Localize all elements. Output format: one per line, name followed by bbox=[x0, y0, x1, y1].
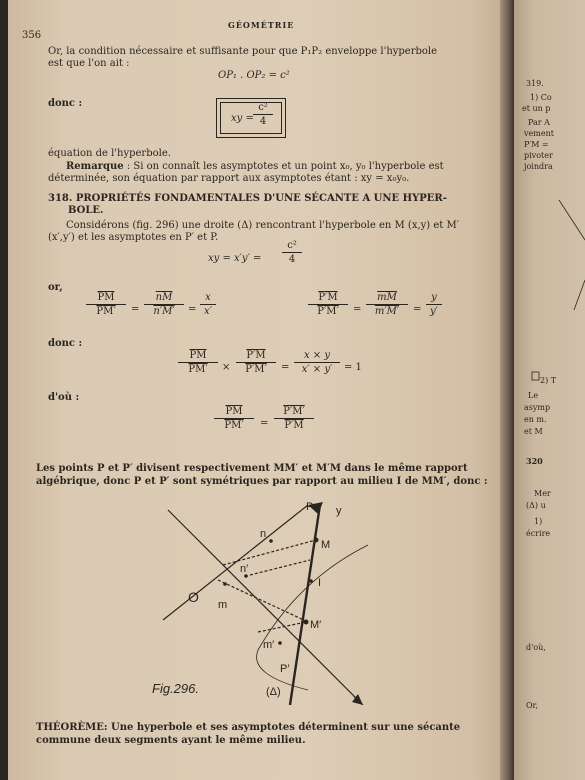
frac-den: m′M′ bbox=[374, 306, 400, 317]
point-m bbox=[223, 582, 227, 586]
frac-den: P′M′ bbox=[245, 364, 267, 375]
point-mp bbox=[278, 641, 282, 645]
frac-num: P′M bbox=[236, 350, 276, 363]
eq-sign: = bbox=[353, 304, 362, 315]
frac-den: P′M bbox=[284, 420, 304, 431]
text-line: déterminée, son équation par rapport aux asymptotes étant : xy = x₀y₀. bbox=[48, 173, 410, 184]
frac-num: y bbox=[426, 292, 442, 305]
text-line: Considérons (fig. 296) une droite (Δ) rencontrant l'hyperbole en M (x,y) et M′ bbox=[66, 220, 459, 231]
frac-den: x′ × y′ bbox=[301, 364, 333, 375]
equation-op: OP₁ . OP₂ = c² bbox=[218, 70, 290, 81]
frac-den: PM′ bbox=[224, 420, 244, 431]
next-text: vement bbox=[524, 129, 554, 138]
eq-sign: = bbox=[260, 418, 269, 429]
donc-label: donc : bbox=[48, 98, 83, 109]
or-label: or, bbox=[48, 282, 63, 293]
donc-label: donc : bbox=[48, 338, 83, 349]
next-page-lines bbox=[514, 0, 585, 780]
text-line: Les points P et P′ divisent respectivement MM′ et M′M dans le même rapport bbox=[36, 463, 468, 474]
label-I: I bbox=[318, 577, 322, 589]
label-m: m bbox=[218, 599, 228, 611]
section-heading: 318. PROPRIÉTÉS FONDAMENTALES D'UNE SÉCANTE A UNE HYPER- bbox=[48, 193, 447, 204]
next-text: 320 bbox=[526, 456, 543, 466]
next-text: et M bbox=[524, 427, 543, 436]
section-heading: BOLE. bbox=[68, 205, 104, 216]
running-head: GÉOMÉTRIE bbox=[228, 20, 295, 30]
remarque-text: : Si on connaît les asymptotes et un point x₀, y₀ l'hyperbole est bbox=[126, 161, 444, 172]
next-page-fragment bbox=[514, 0, 585, 780]
next-text: et un p bbox=[522, 104, 551, 113]
remarque bbox=[66, 161, 444, 172]
label-Mp: M′ bbox=[310, 619, 322, 631]
next-text: Le bbox=[528, 391, 539, 400]
next-text: P′M = bbox=[524, 140, 549, 149]
label-n: n bbox=[260, 528, 267, 540]
theoreme-line bbox=[36, 722, 460, 733]
next-text: 1) bbox=[534, 517, 543, 526]
box-lhs: xy = bbox=[231, 113, 254, 124]
point-I bbox=[309, 579, 313, 583]
label-delta: (Δ) bbox=[266, 686, 281, 698]
next-text: 319. bbox=[526, 79, 544, 88]
label-O: O bbox=[188, 589, 199, 605]
next-text: 2) T bbox=[540, 376, 557, 385]
label-x: x bbox=[353, 693, 359, 705]
next-text: Mer bbox=[534, 489, 551, 498]
frac-den: y′ bbox=[430, 306, 438, 317]
label-mp: m′ bbox=[263, 639, 275, 651]
frac-num: $\overline{mM}$ bbox=[366, 292, 408, 305]
theoreme-label: THÉORÈME: bbox=[36, 722, 108, 733]
point-Mp bbox=[304, 620, 309, 625]
frac-num: P′M bbox=[308, 292, 348, 305]
label-Pp: P′ bbox=[280, 663, 290, 675]
remarque-label: Remarque bbox=[66, 161, 124, 172]
page-number: 356 bbox=[22, 30, 42, 41]
eq2-den: 4 bbox=[288, 254, 296, 265]
dou-label: d'où : bbox=[48, 392, 80, 403]
frac-num: P′M′ bbox=[274, 406, 314, 419]
boxed-equation bbox=[216, 98, 286, 138]
point-M bbox=[314, 538, 319, 543]
label-P: P bbox=[306, 501, 314, 513]
label-y: y bbox=[336, 505, 342, 517]
next-text: d'où, bbox=[526, 643, 546, 652]
next-text: joindra bbox=[524, 162, 553, 171]
frac-num: x × y bbox=[294, 350, 340, 363]
frac-den: P′M′ bbox=[317, 306, 339, 317]
label-np: n′ bbox=[240, 563, 249, 575]
next-text: écrire bbox=[526, 529, 551, 538]
frac-num: $\overline{PM}$ bbox=[86, 292, 126, 305]
eq-one: = 1 bbox=[344, 362, 362, 373]
frac-den: n′M′ bbox=[153, 306, 175, 317]
asymptote-y bbox=[163, 505, 308, 620]
book-spine bbox=[500, 0, 514, 780]
next-text: (Δ) u bbox=[526, 501, 546, 510]
label-M: M bbox=[321, 539, 331, 551]
next-text: en m. bbox=[524, 415, 547, 424]
secant-line bbox=[290, 505, 320, 705]
frac-den: PM′ bbox=[96, 306, 116, 317]
point-n bbox=[269, 539, 273, 543]
next-text: 1) Co bbox=[530, 93, 552, 102]
theoreme-text: Une hyperbole et ses asymptotes déterminent sur une sécante bbox=[111, 722, 461, 733]
equation-lhs: xy = x′y′ = bbox=[208, 253, 262, 264]
frac-num: $\overline{nM}$ bbox=[144, 292, 184, 305]
dashed-np bbox=[250, 560, 310, 575]
geometry-figure bbox=[148, 500, 388, 705]
frac-den: PM′ bbox=[188, 364, 208, 375]
next-text: Or, bbox=[526, 701, 539, 710]
frac-num: x bbox=[200, 292, 216, 305]
dashed-m-Mp bbox=[218, 580, 308, 622]
next-text: Par A bbox=[528, 118, 550, 127]
box-num: c² bbox=[253, 102, 273, 115]
text-line: algébrique, donc P et P′ sont symétriques par rapport au milieu I de MM′, donc : bbox=[36, 476, 488, 487]
book-page bbox=[8, 0, 513, 780]
eq-sign: = bbox=[413, 304, 422, 315]
theoreme-line: commune deux segments ayant le même milieu. bbox=[36, 735, 306, 746]
eq2-num: c² bbox=[282, 240, 302, 253]
next-text: pivoter bbox=[524, 151, 553, 160]
text-line: Or, la condition nécessaire et suffisante pour que P₁P₂ enveloppe l'hyperbole bbox=[48, 46, 438, 57]
eq-sign: = bbox=[188, 304, 197, 315]
box-den: 4 bbox=[259, 116, 267, 127]
frac-num: $\overline{PM}$ bbox=[214, 406, 254, 419]
text-line: est que l'on ait : bbox=[48, 58, 130, 69]
text-line: (x′,y′) et les asymptotes en P′ et P. bbox=[48, 232, 219, 243]
text-line: équation de l'hyperbole. bbox=[48, 148, 171, 159]
next-text: asymp bbox=[524, 403, 551, 412]
hyperbole-arc bbox=[257, 545, 368, 690]
eq-sign: = bbox=[281, 362, 290, 373]
frac-num: $\overline{PM}$ bbox=[178, 350, 218, 363]
times-sign: × bbox=[222, 362, 231, 373]
frac-den: x′ bbox=[204, 306, 212, 317]
figure-caption: Fig.296. bbox=[152, 681, 199, 696]
eq-sign: = bbox=[131, 304, 140, 315]
